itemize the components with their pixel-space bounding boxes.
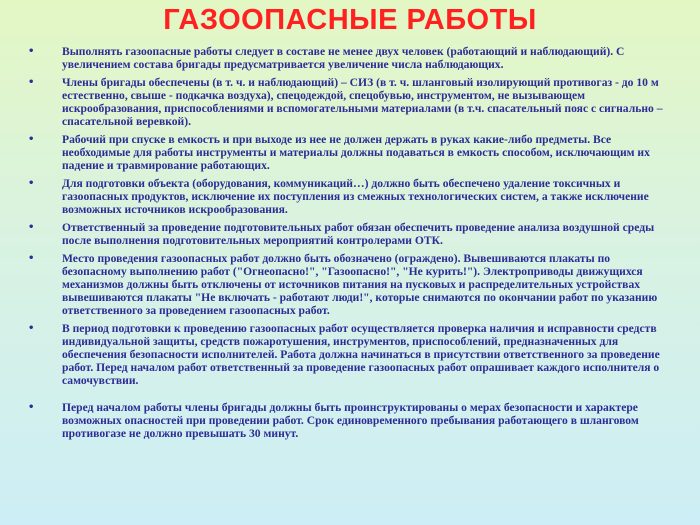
list-item [28,221,664,247]
list-item-text: Перед началом работы члены бригады должны быть проинструктированы о мерах безопасности и характере возможных опасностей при проведении работ. Срок единовременного пребывания работающего в шланговом противогазе не должно превышать 30 минут. [62,401,639,440]
bullet-icon: • [28,402,35,413]
bullet-icon: • [28,222,35,233]
list-item [28,177,664,216]
list-item-text: Рабочий при спуске в емкость и при выходе из нее не должен держать в руках какие-либо предметы. Все необходимые для работы инструменты и материалы должны подаваться в емкость способом, исключающим их падение и травмирование работающих. [62,133,650,172]
list-item-text: Члены бригады обеспечены (в т. ч. и наблюдающий) – СИЗ (в т. ч. шланговый изолирующий противогаз - до 10 м естественно, свыше - подкачка воздуха), спецодеждой, спецобувью, инструментом, не вызывающем искрообразования, приспособлениями и вспомогательными материалами (в т.ч. спасательный пояс с сигнально – спасательной веревкой). [62,76,663,128]
list-item-text: В период подготовки к проведению газоопасных работ осуществляется проверка наличия и исправности средств индивидуальной защиты, средств пожаротушения, инструментов, приспособлений, предназначенных для обеспечения безопасности исполнителей. Работа должна начинаться в присутствии ответственного за проведение работ. Перед началом работ ответственный за проведение газоопасных работ опрашивает каждого исполнителя о самочувствии. [62,322,660,387]
list-item-text: Место проведения газоопасных работ должно быть обозначено (ограждено). Вывешиваются плакаты по безопасному выполнению работ ("Огнеопасно!", "Газоопасно!", "Не курить!"). Электроприводы движущихся механизмов должны быть отключены от источников питания на пусковых и распределительных устройствах вывешиваются плакаты "Не включать - работают люди!", которые снимаются по окончании работ по указанию ответственного за проведением газоопасных работ. [62,252,658,317]
bullet-icon: • [28,77,35,88]
bullet-icon: • [28,253,35,264]
list-item [28,45,664,71]
bullet-icon: • [28,46,35,57]
list-item-text: Выполнять газоопасные работы следует в составе не менее двух человек (работающий и наблюдающий). С увеличением состава бригады предусматривается увеличение числа наблюдающих. [62,45,625,71]
list-item [28,322,664,387]
slide-title: ГАЗООПАСНЫЕ РАБОТЫ [163,4,537,36]
list-item-text: Ответственный за проведение подготовительных работ обязан обеспечить проведение анализа воздушной среды после выполнения подготовительных мероприятий контролерами ОТК. [62,221,655,247]
bullet-icon: • [28,134,35,145]
list-item [28,401,664,440]
bullet-list [28,45,664,445]
list-item [28,252,664,317]
list-item [28,76,664,128]
bullet-icon: • [28,178,35,189]
list-item-text: Для подготовки объекта (оборудования, коммуникаций…) должно быть обеспечено удаление токсичных и газоопасных продуктов, исключение их поступления из смежных технологических систем, а также исключение возможных источников искрообразования. [62,177,649,216]
bullet-icon: • [28,323,35,334]
list-item [28,133,664,172]
